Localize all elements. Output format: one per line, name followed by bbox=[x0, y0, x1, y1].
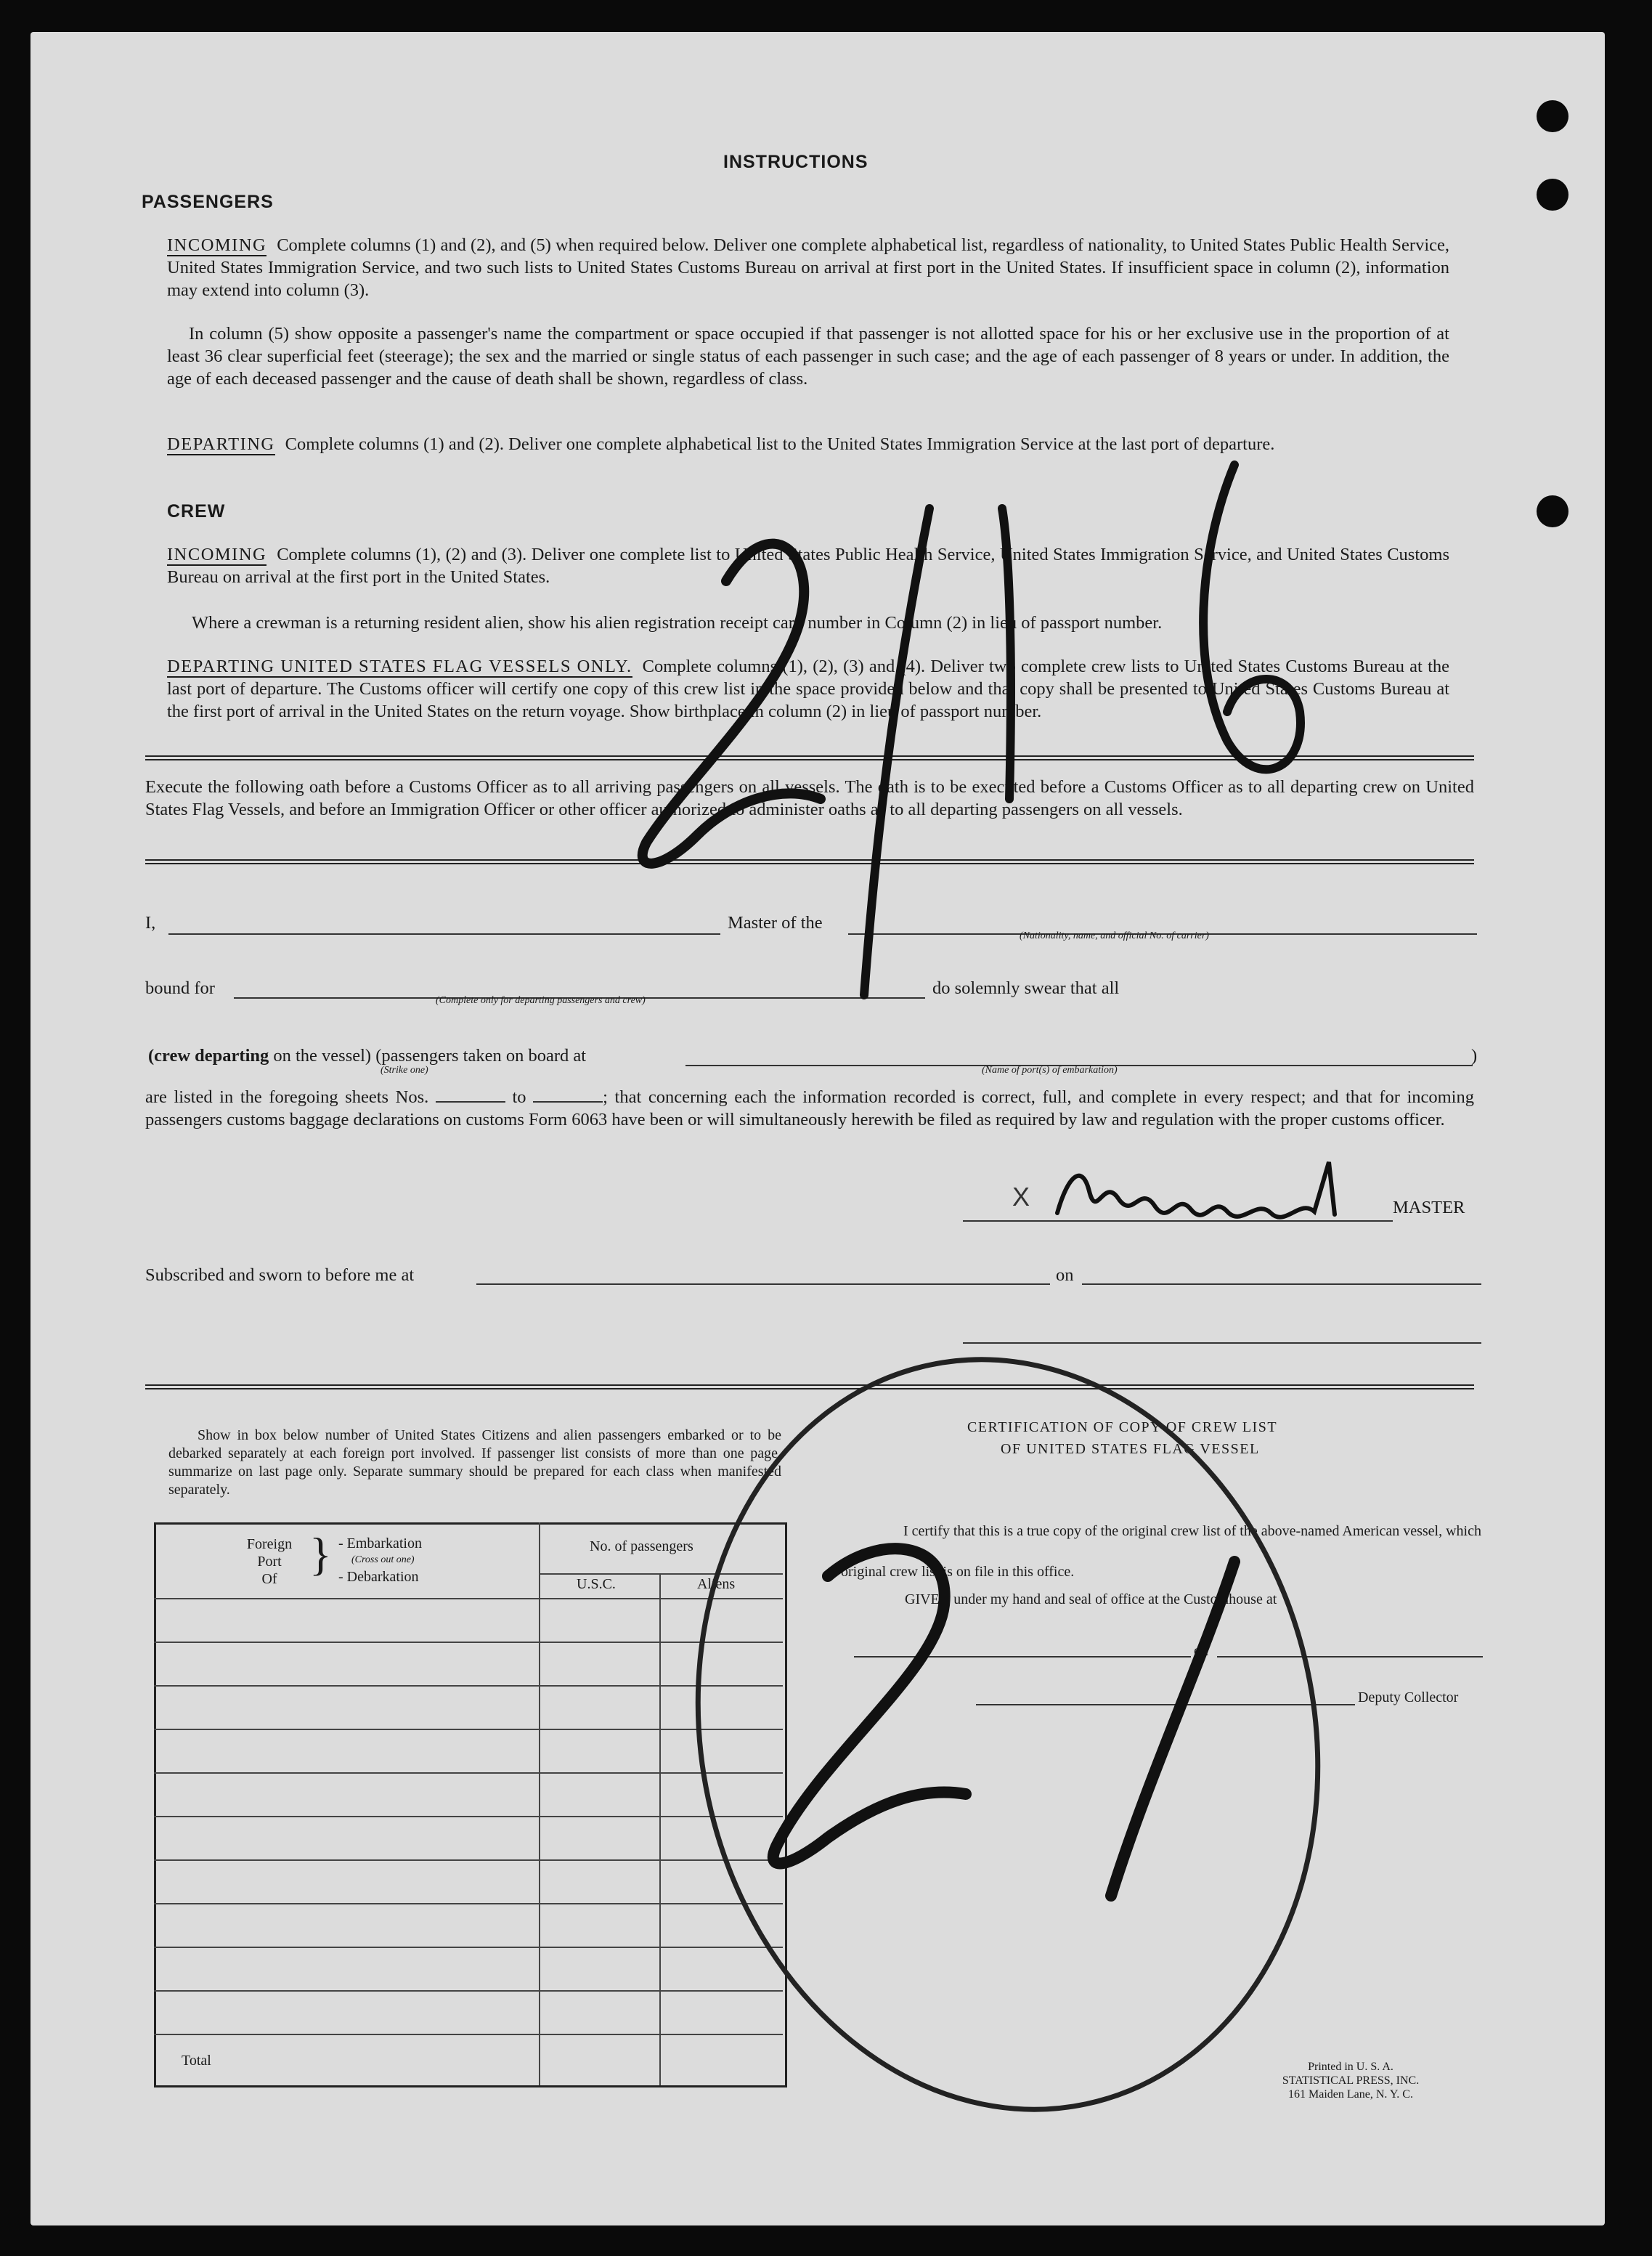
bound-for-label: bound for bbox=[145, 978, 215, 998]
carrier-caption: (Nationality, name, and official No. of carrier) bbox=[1020, 930, 1209, 941]
deputy-collector-label: Deputy Collector bbox=[1358, 1689, 1459, 1705]
crew-heading: CREW bbox=[167, 501, 226, 522]
printer-line-1: Printed in U. S. A. bbox=[1308, 2061, 1393, 2073]
of-label: Of bbox=[261, 1571, 277, 1587]
no-of-passengers-label: No. of passengers bbox=[590, 1538, 693, 1554]
column5-paragraph: In column (5) show opposite a passenger's name the compartment or space occupied if that passenger is not allotted space for his or her exclusive use in the proportion of at least 36 clear superficial feet (steerage); the sex and the married or single status of each passenger in such case; and the age of each passenger of 8 years or under. In addition, the age of each deceased passenger and the cause of death shall be shown, regardless of class. bbox=[167, 324, 1449, 389]
passengers-incoming-text: Complete columns (1) and (2), and (5) when required below. Deliver one complete alphabetical list, regardless of nationality, to United States Public Health Service, United States Immigration Service, and two such lists to United States Customs Bureau on arrival at first port in the United States. If insufficient space in column (2), information may extend into column (3). bbox=[167, 235, 1449, 300]
crew-departing-label: (crew departing bbox=[148, 1046, 269, 1066]
total-label: Total bbox=[182, 2053, 211, 2069]
master-of-the-label: Master of the bbox=[728, 913, 823, 933]
aliens-label: Aliens bbox=[697, 1576, 736, 1592]
oath-i-label: I, bbox=[145, 913, 156, 933]
passengers-departing-text: Complete columns (1) and (2). Deliver one complete alphabetical list to the United States Immigration Service at the last port of departure. bbox=[285, 434, 1275, 454]
listed-sheets-text-a: are listed in the foregoing sheets Nos. bbox=[145, 1087, 429, 1107]
certification-title-1: CERTIFICATION OF COPY OF CREW LIST bbox=[967, 1419, 1278, 1435]
debarkation-label: - Debarkation bbox=[338, 1569, 419, 1585]
brace-icon: } bbox=[309, 1528, 332, 1580]
foreign-label: Foreign bbox=[246, 1536, 293, 1552]
instructions-title: INSTRUCTIONS bbox=[723, 152, 868, 172]
signature-x-mark: X bbox=[1012, 1182, 1030, 1212]
subscribed-on-label: on bbox=[1056, 1265, 1074, 1285]
crew-incoming-label: INCOMING bbox=[167, 545, 267, 564]
crew-incoming-text: Complete columns (1), (2) and (3). Deliver one complete list to United States Public Health Service, United States Immigration Service, and United States Customs Bureau on arrival at the first port in the United States. bbox=[167, 545, 1449, 587]
master-signature bbox=[1057, 1162, 1335, 1217]
summary-instructions: Show in box below number of United States Citizens and alien passengers embarked or to be debarked separately at each foreign port involved. If passenger list consists of more than one page, summarize on last page only. Separate summary should be prepared for each class when manifested separately. bbox=[168, 1427, 781, 1498]
handwritten-circle bbox=[630, 1302, 1386, 2168]
cross-out-caption: (Cross out one) bbox=[351, 1554, 415, 1565]
subscribed-label: Subscribed and sworn to before me at bbox=[145, 1265, 415, 1285]
oath-intro: Execute the following oath before a Customs Officer as to all arriving passengers on all vessels. The oath is to be executed before a Customs Officer as to all departing crew on United States Flag Vessels, and before an Immigration Officer or other officer authorized to administer oaths as to all departing passengers on all vessels. bbox=[145, 777, 1474, 819]
given-label: GIVEN under my hand and seal of office at the Customhouse at bbox=[905, 1591, 1277, 1607]
flag-vessels-label: DEPARTING UNITED STATES FLAG VESSELS ONLY. bbox=[167, 657, 632, 676]
close-paren: ) bbox=[1471, 1046, 1478, 1066]
certify-paragraph: I certify that this is a true copy of the original crew list of the above-named American vessel, which original crew list is on file in this office. bbox=[841, 1523, 1481, 1580]
passengers-incoming-label: INCOMING bbox=[167, 235, 267, 255]
listed-sheets-text-b: ; that concerning each the information recorded is correct, full, and complete in every respect; and that for incoming passengers customs baggage declarations on customs Form 6063 have been or will simultaneously herewith be filed as required by law and regulation with the proper customs officer. bbox=[145, 1087, 1474, 1129]
listed-sheets-to: to bbox=[512, 1087, 526, 1107]
certification-on-label: on bbox=[1194, 1643, 1208, 1659]
ports-caption: (Name of port(s) of embarkation) bbox=[982, 1065, 1118, 1076]
master-label: MASTER bbox=[1393, 1198, 1465, 1217]
strike-one-caption: (Strike one) bbox=[381, 1065, 428, 1076]
passengers-taken-label: (passengers taken on board at bbox=[375, 1046, 587, 1066]
certification-title-2: OF UNITED STATES FLAG VESSEL bbox=[1001, 1441, 1260, 1457]
solemnly-swear-label: do solemnly swear that all bbox=[932, 978, 1120, 998]
handwritten-number-top bbox=[643, 544, 821, 864]
flag-vessels-text: Complete columns (1), (2), (3) and (4). Deliver two complete crew lists to United States Customs Bureau at the last port of departure. The Customs officer will certify one copy of this crew list in the space provided below and that copy shall be presented to United States Customs Bureau at the first port of arrival in the United States on the return voyage. Show birthplace in column (2) in lieu of passport number. bbox=[167, 657, 1449, 721]
bound-for-caption: (Complete only for departing passengers and crew) bbox=[436, 995, 646, 1006]
embarkation-label: - Embarkation bbox=[338, 1535, 422, 1551]
port-label: Port bbox=[257, 1554, 282, 1570]
printer-line-3: 161 Maiden Lane, N. Y. C. bbox=[1288, 2088, 1413, 2101]
passengers-departing-label: DEPARTING bbox=[167, 434, 275, 454]
crewman-paragraph: Where a crewman is a returning resident alien, show his alien registration receipt card number in Column (2) in lieu of passport number. bbox=[192, 613, 1163, 633]
printer-line-2: STATISTICAL PRESS, INC. bbox=[1282, 2074, 1420, 2087]
on-the-vessel-label: on the vessel) bbox=[273, 1046, 372, 1066]
usc-label: U.S.C. bbox=[577, 1576, 616, 1592]
passengers-heading: PASSENGERS bbox=[142, 192, 274, 212]
handwritten-number-bottom bbox=[773, 1549, 966, 1863]
